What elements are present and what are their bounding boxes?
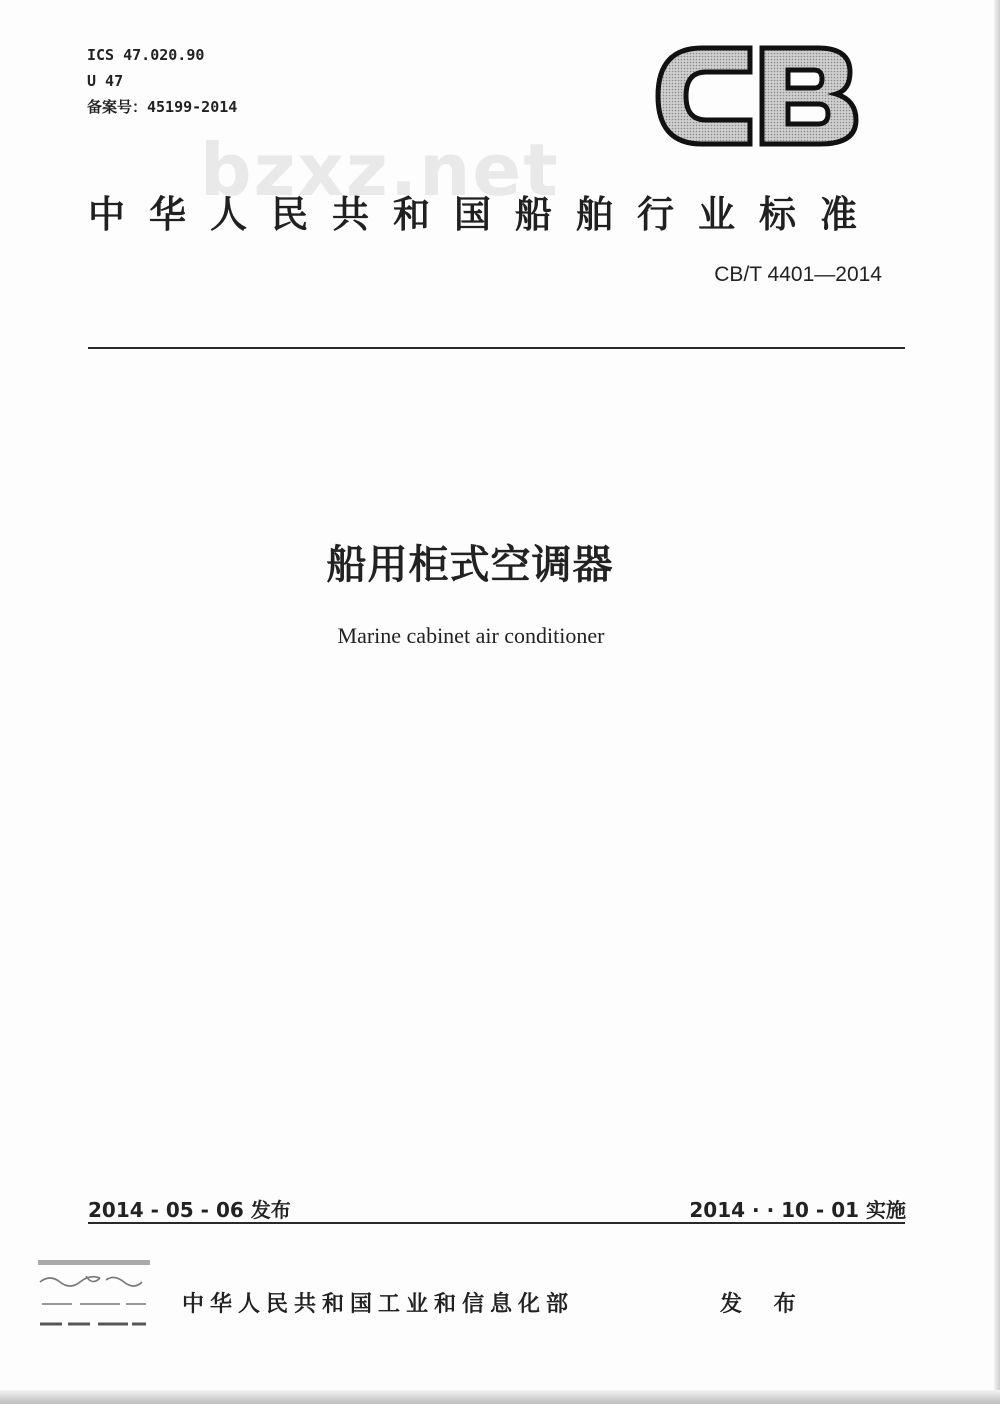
classification-block <box>87 42 237 120</box>
ics-code: ICS 47.020.90 <box>87 46 205 64</box>
page-bottom-shadow <box>0 1390 1000 1404</box>
footer-divider <box>88 1222 905 1224</box>
document-title-english: Marine cabinet air conditioner <box>337 623 605 648</box>
issue-date: 2014 - 05 - 06 发布 <box>88 1198 291 1222</box>
watermark: bzxz.net <box>200 128 560 212</box>
publisher-name: 中华人民共和国工业和信息化部 <box>182 1292 575 1317</box>
classification-code: U 47 <box>87 72 124 90</box>
filing-number: 备案号：45199-2014 <box>87 98 238 116</box>
anti-counterfeit-stamp-icon <box>36 1258 176 1332</box>
standard-category-title: 中华人民共和国船舶行业标准 <box>88 193 881 236</box>
cb-logo-icon <box>650 40 865 152</box>
publish-label: 发 布 <box>720 1292 808 1317</box>
header-divider <box>88 347 905 349</box>
implementation-date: 2014 · · 10 - 01 实施 <box>689 1198 906 1222</box>
document-title-chinese: 船用柜式空调器 <box>326 542 614 588</box>
page-edge-shadow <box>994 0 1000 1404</box>
standard-number: CB/T 4401—2014 <box>714 263 882 286</box>
